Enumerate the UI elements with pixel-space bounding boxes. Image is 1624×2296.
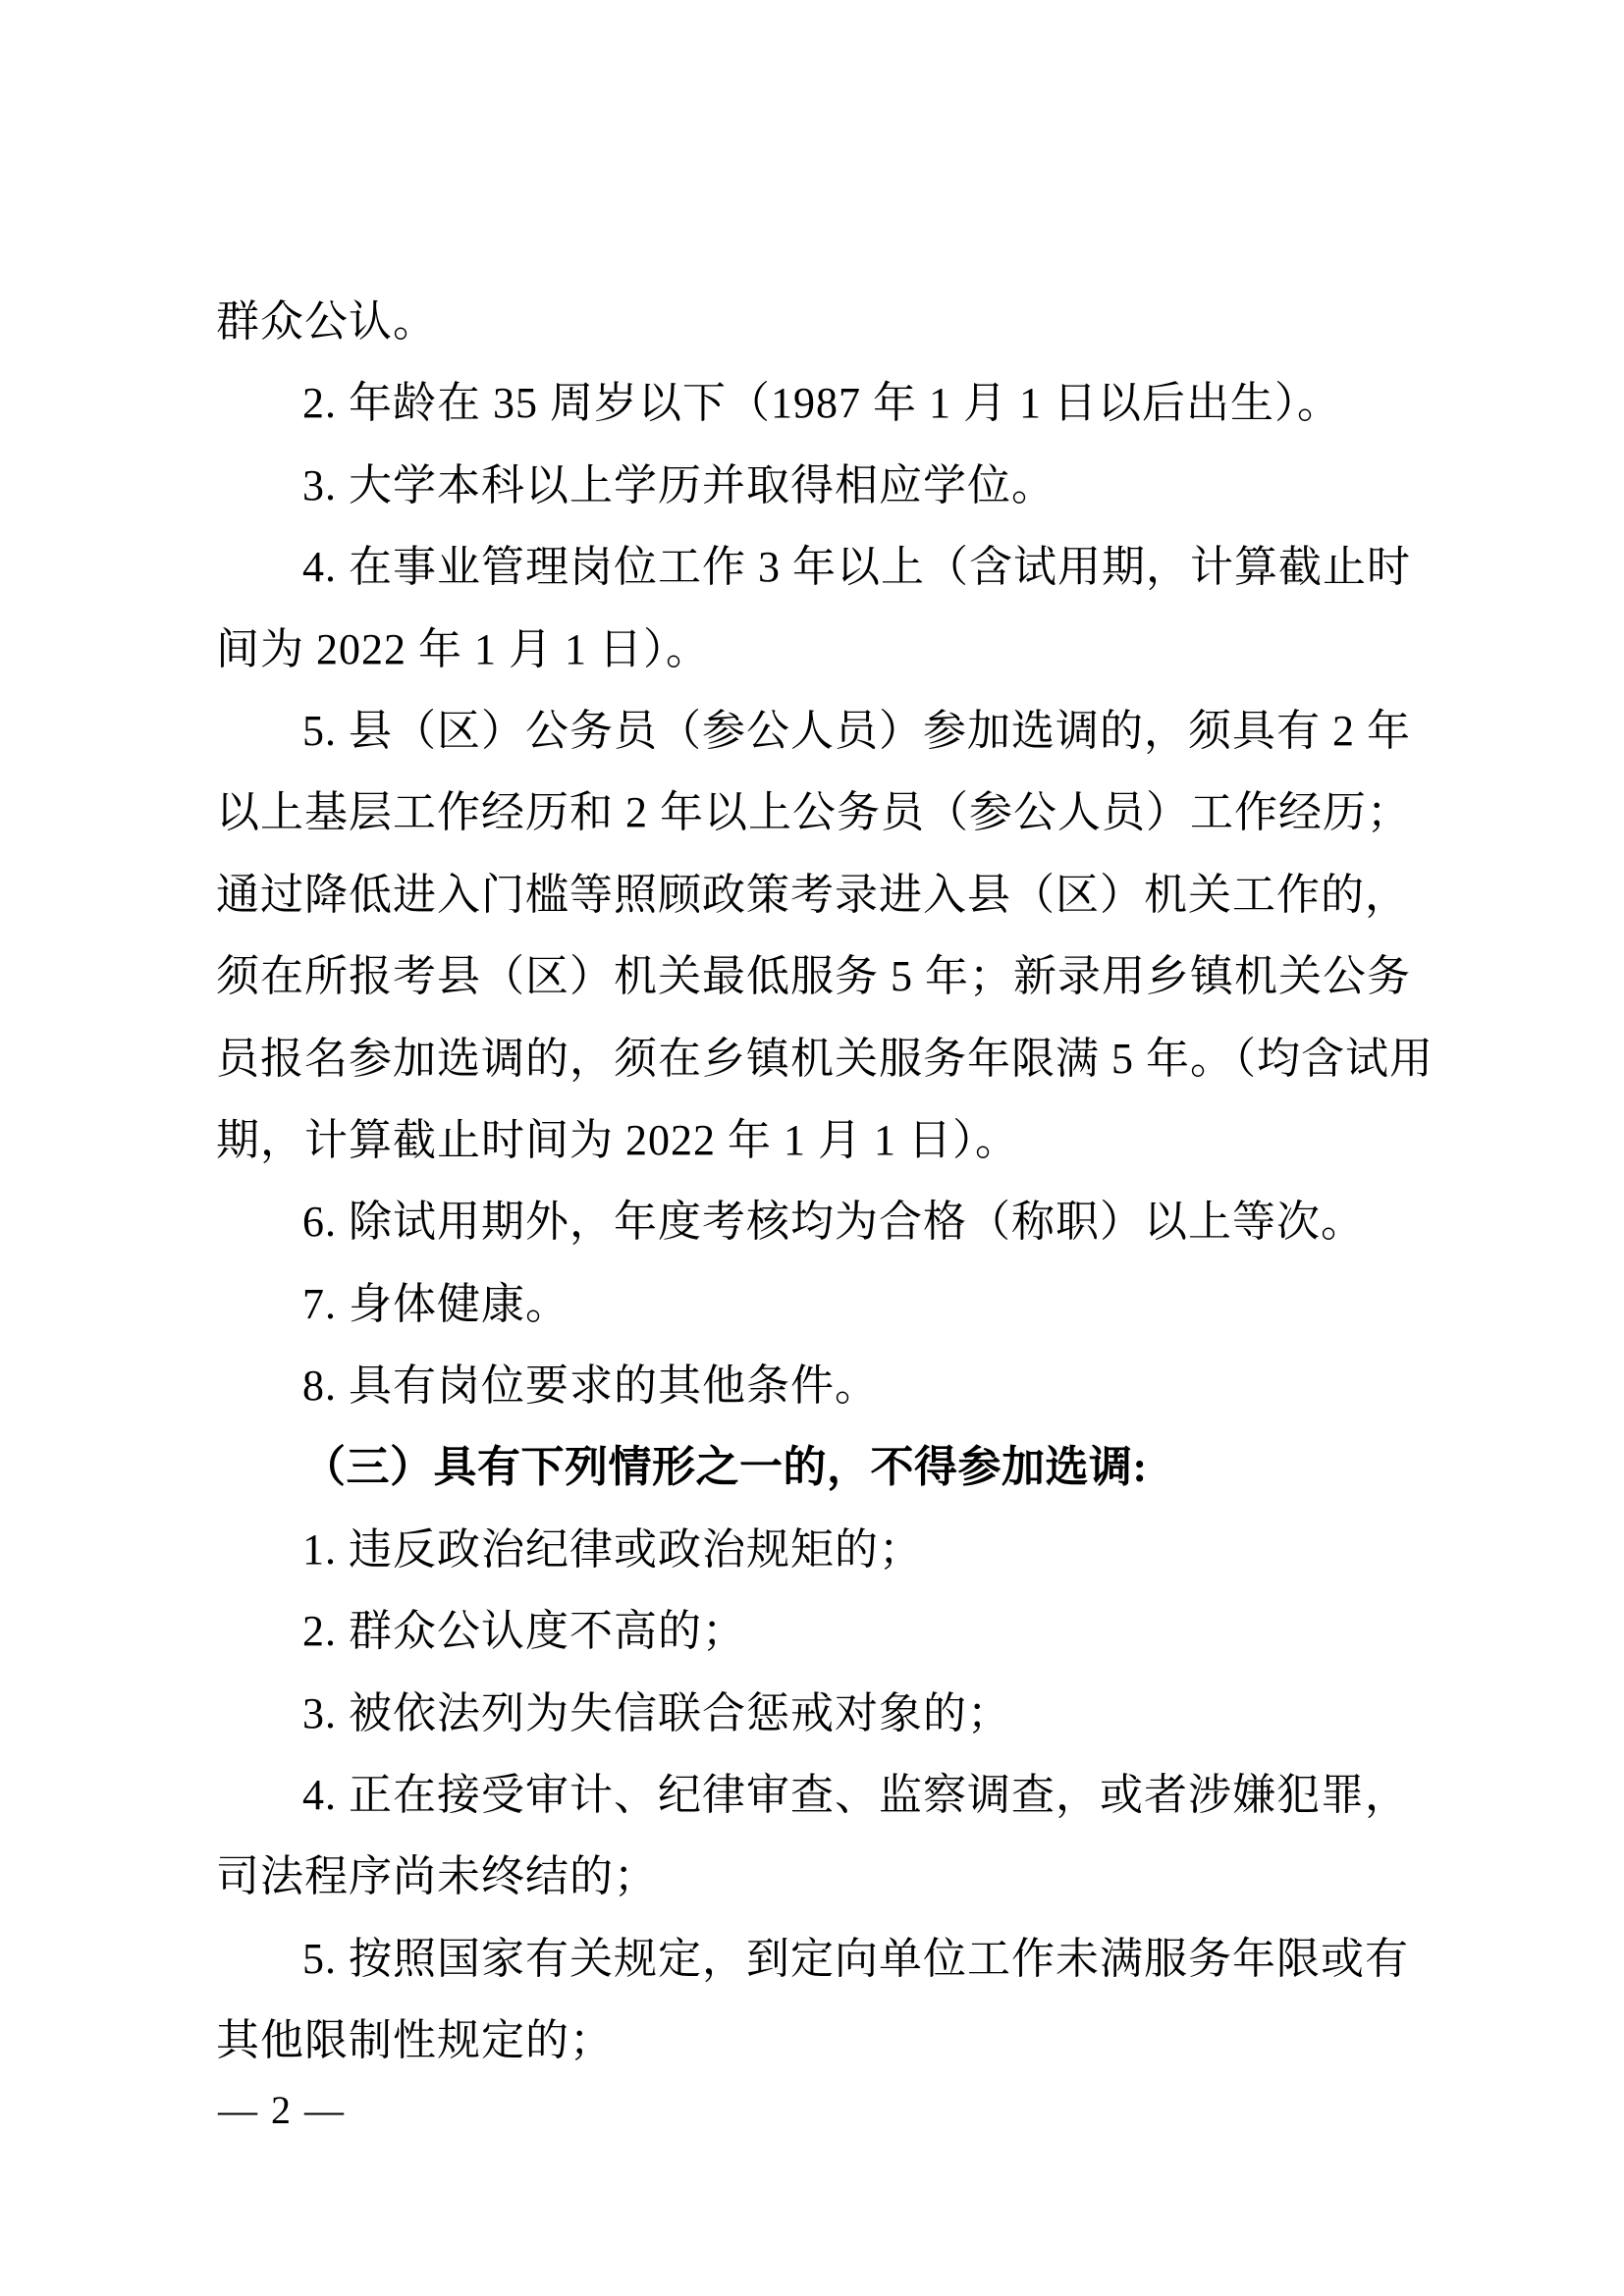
text-line: 5. 县（区）公务员（参公人员）参加选调的，须具有 2 年 <box>302 706 1411 755</box>
text-line: 通过降低进入门槛等照顾政策考录进入县（区）机关工作的， <box>216 870 1409 919</box>
text-line: 司法程序尚未终结的； <box>216 1852 658 1901</box>
text-line: 以上基层工作经历和 2 年以上公务员（参公人员）工作经历； <box>216 788 1411 837</box>
text-line: 4. 在事业管理岗位工作 3 年以上（含试用期，计算截止时 <box>302 543 1411 592</box>
text-line: 2. 年龄在 35 周岁以下（1987 年 1 月 1 日以后出生）。 <box>302 379 1341 428</box>
text-line: 期，计算截止时间为 2022 年 1 月 1 日）。 <box>216 1115 1019 1164</box>
section-heading: （三）具有下列情形之一的，不得参加选调: <box>302 1443 1148 1492</box>
text-line: 8. 具有岗位要求的其他条件。 <box>302 1362 879 1411</box>
text-line: 3. 大学本科以上学历并取得相应学位。 <box>302 460 1056 509</box>
text-line: 3. 被依法列为失信联合惩戒对象的； <box>302 1688 1011 1737</box>
text-line: 4. 正在接受审计、纪律审查、监察调查，或者涉嫌犯罪， <box>302 1771 1409 1820</box>
text-line: 1. 违反政治纪律或政治规矩的； <box>302 1524 923 1574</box>
text-line: 5. 按照国家有关规定，到定向单位工作未满服务年限或有 <box>302 1934 1409 1983</box>
text-line: 须在所报考县（区）机关最低服务 5 年；新录用乡镇机关公务 <box>216 952 1411 1001</box>
document-body <box>216 281 1434 2082</box>
text-line: 7. 身体健康。 <box>302 1279 569 1328</box>
text-line: 6. 除试用期外，年度考核均为合格（称职）以上等次。 <box>302 1198 1365 1247</box>
page-number: — 2 — <box>218 2088 346 2132</box>
text-line: 群众公认。 <box>216 297 437 346</box>
text-line: 间为 2022 年 1 月 1 日）。 <box>216 624 710 673</box>
text-line: 员报名参加选调的，须在乡镇机关服务年限满 5 年。（均含试用 <box>216 1034 1434 1083</box>
text-line: 2. 群众公认度不高的； <box>302 1607 746 1656</box>
text-line: 其他限制性规定的； <box>216 2016 614 2065</box>
